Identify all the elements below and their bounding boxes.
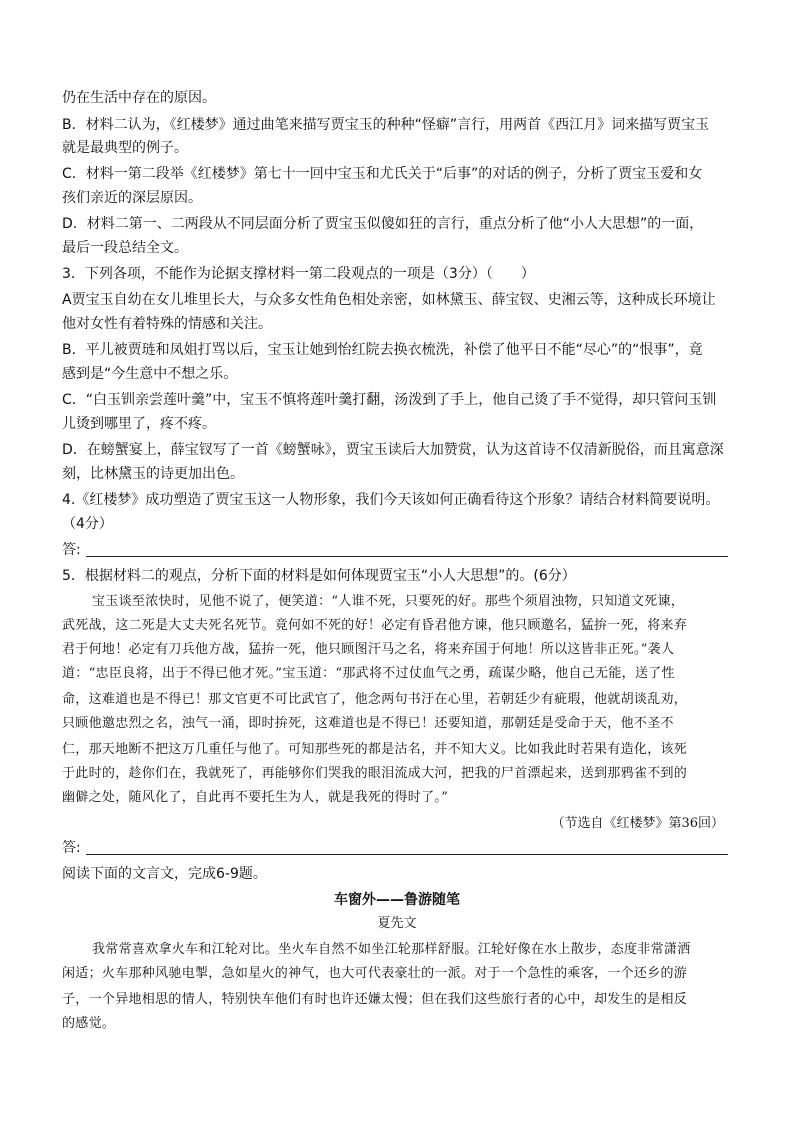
text-line: 刻，比林黛玉的诗更加出色。 [62, 466, 244, 482]
text-line: 仍在生活中存在的原因。 [62, 90, 216, 106]
option-b-line: B．材料二认为，《红楼梦》通过曲笔来描写贾宝玉的种种“怪癖”言行，用两首《西江月》词来描写贾宝玉 [62, 117, 710, 133]
q3-option-d: D．在螃蟹宴上，薛宝钗写了一首《螃蟹咏》，贾宝玉读后大加赞赏，认为这首诗不仅清新脱俗，而且寓意深 [62, 442, 724, 458]
excerpt-line: 命，这难道也是不得已！那文官更不可比武官了，他念两句书汙在心里，若朝廷少有疵瑕，他就胡谈乱劝， [62, 692, 688, 707]
answer-label: 答: [62, 840, 81, 856]
essay-author: 夏先文 [377, 916, 417, 931]
text-line: 感到是“今生意中不想之乐。 [62, 366, 238, 382]
excerpt-line: 武死战，这二死是大丈夫死名死节。竟何如不死的好！必定有昏君他方谏，他只顾邀名，猛拚一死，将来弃 [62, 618, 688, 633]
excerpt-line: 于此时的，趁你们在，我就死了，再能够你们哭我的眼泪流成大河，把我的尸首漂起来，送到那鸦雀不到的 [62, 766, 688, 781]
essay-line: 子，一个异地相思的情人，特别快车他们有时也许还嫌太慢；但在我们这些旅行者的心中，却发生的是相反 [62, 992, 688, 1007]
option-c-line: C．材料一第二段举《红楼梦》第七十一回中宝玉和尤氏关于“后事”的对话的例子，分析了贾宝玉爱和女 [62, 166, 703, 182]
text-line: 他对女性有着特殊的情感和关注。 [62, 316, 272, 332]
option-d-line: D．材料二第一、二两段从不同层面分析了贾宝玉似傻如狂的言行，重点分析了他“小人大思想”的一面， [62, 216, 704, 232]
essay-title: 车窗外——鲁游随笔 [334, 892, 460, 908]
text-line: 就是最典型的例子。 [62, 140, 188, 156]
text-line: 孩们亲近的深层原因。 [62, 190, 202, 206]
excerpt-line: 君于何地！必定有刀兵他方战，猛拚一死，他只顾图汗马之名，将来弃国于何地！所以这皆非正死。”袭人 [62, 642, 675, 657]
excerpt-line: 宝玉谈至浓快时，见他不说了，便笑道：“人谁不死，只要死的好。那些个须眉浊物，只知道文死谏， [92, 594, 685, 609]
answer-label: 答: [62, 542, 81, 558]
q3-option-b: B．平儿被贾琏和凤姐打骂以后，宝玉让她到怡红院去换衣梳洗，补偿了他平日不能“尽心”的“恨事”，竟 [62, 342, 703, 358]
question-4: 4.《红楼梦》成功塑造了贾宝玉这一人物形象，我们今天该如何正确看待这个形象？请结合材料简要说明。 [62, 492, 720, 508]
q3-option-a: A贾宝玉自幼在女儿堆里长大，与众多女性角色相处亲密，如林黛玉、薛宝钗、史湘云等，这种成长环境让 [62, 292, 716, 308]
text-line: 最后一段总结全文。 [62, 240, 188, 256]
excerpt-line: 幽僻之处，随风化了，自此再不要托生为人，就是我死的得时了。” [62, 790, 449, 805]
excerpt-line: 仁，那天地断不把这万几重任与他了。可知那些死的都是沽名，并不知大义。比如我此时若果有造化，该死 [62, 742, 688, 757]
essay-line: 闲适；火车那种风驰电掣，急如星火的神气，也大可代表豪壮的一派。对于一个急性的乘客，一个还乡的游 [62, 966, 688, 981]
question-4-points: （4分） [62, 516, 113, 532]
excerpt-line: 道：“忠臣良将，出于不得已他才死。”宝玉道：“那武将不过仗血气之勇，疏谋少略，他自己无能，送了性 [62, 666, 675, 681]
excerpt-line: 只顾他邀忠烈之名，浊气一涌，即时拚死，这难道也是不得已！还要知道，那朝廷是受命于天，他不圣不 [62, 716, 674, 731]
question-3: 3．下列各项，不能作为论据支撑材料一第二段观点的一项是（3分）（ ） [62, 266, 535, 282]
answer-line[interactable] [86, 556, 728, 557]
excerpt-source: （节选自《红楼梦》第36回） [551, 816, 724, 831]
reading-intro: 阅读下面的文言文，完成6-9题。 [62, 866, 267, 882]
answer-line[interactable] [86, 854, 728, 855]
q3-option-c: C．“白玉钏亲尝莲叶羹”中，宝玉不慎将莲叶羹打翻，汤泼到了手上，他自己烫了手不觉得，却只管问玉钏 [62, 392, 717, 408]
essay-line: 的感觉。 [62, 1016, 116, 1031]
question-5: 5．根据材料二的观点，分析下面的材料是如何体现贾宝玉“小人大思想”的。(6分） [62, 568, 576, 584]
essay-line: 我常常喜欢拿火车和江轮对比。坐火车自然不如坐江轮那样舒服。江轮好像在水上散步，态度非常潇洒 [92, 942, 691, 957]
text-line: 儿烫到哪里了，疼不疼。 [62, 416, 216, 432]
